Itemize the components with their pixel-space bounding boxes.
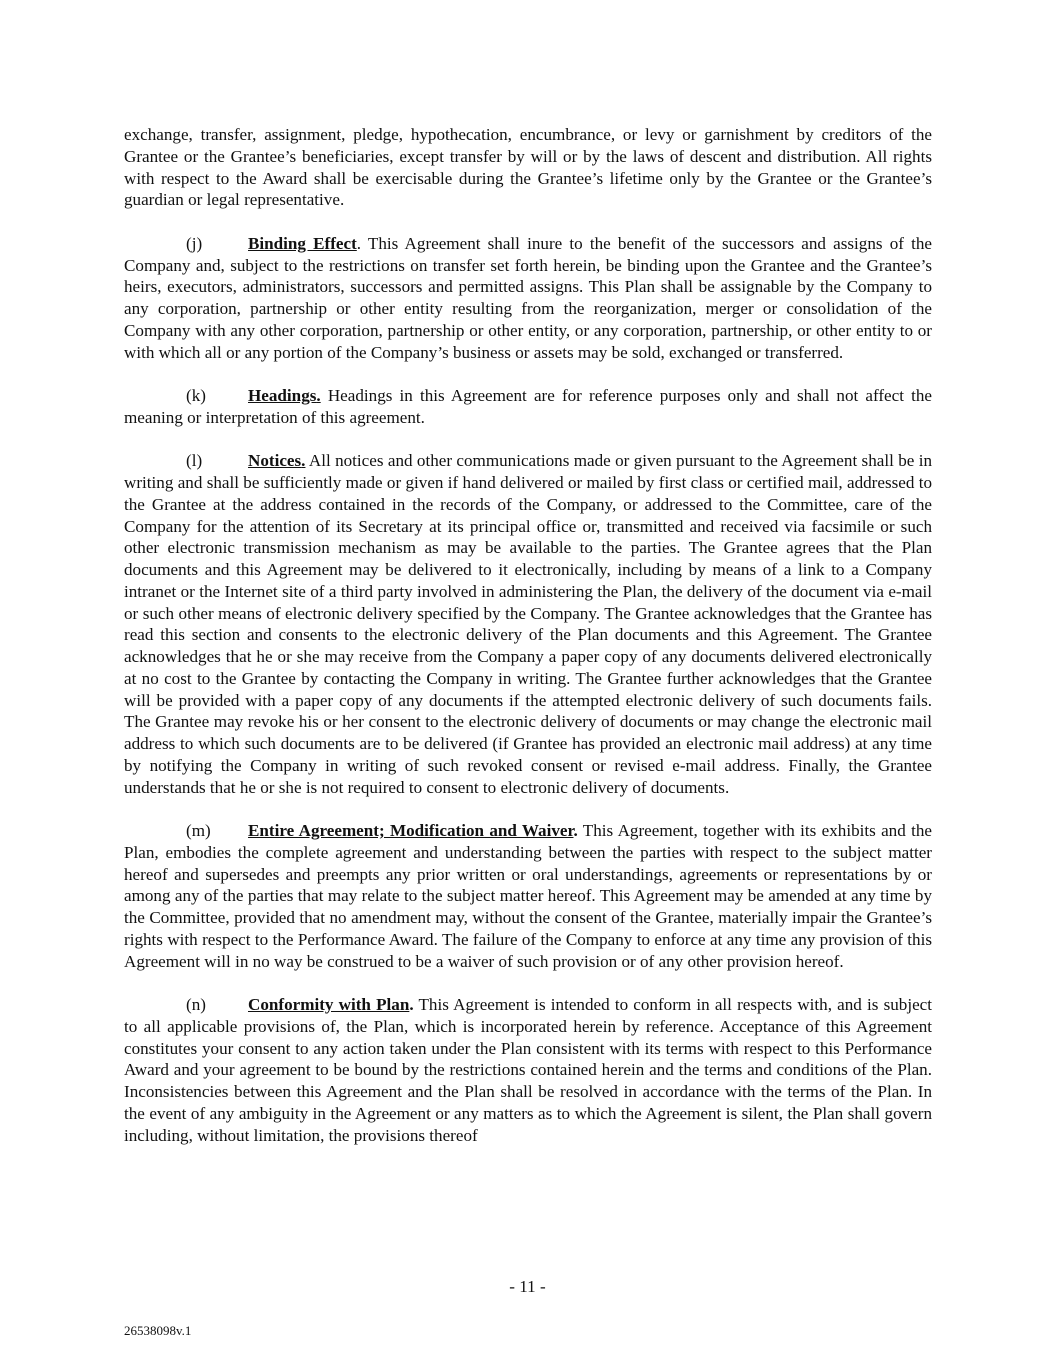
intro-paragraph: exchange, transfer, assignment, pledge, hypothecation, encumbrance, or levy or garnishment by creditors of the Grantee or the Grantee’s beneficiaries, except transfer by will or by the laws of descent and distribution. All rights with respect to the Award shall be exercisable during the Grantee’s lifetime only by the Grantee or the Grantee’s guardian or legal representative. — [124, 125, 932, 210]
document-id: 26538098v.1 — [124, 1323, 192, 1338]
section-m — [124, 820, 932, 972]
section-body: This Agreement is intended to conform in all respects with, and is subject to all applicable provisions of, the Plan, which is incorporated herein by reference. Acceptance of this Agreement constitutes your consent to any action taken under the Plan consistent with its terms with respect to this Performance Award and your agreement to be bound by the restrictions contained herein and the terms and conditions of the Plan. Inconsistencies between this Agreement and the Plan shall be resolved in accordance with the terms of the Plan. In the event of any ambiguity in the Agreement or any matters as to which the Agreement is silent, the Plan shall govern including, without limitation, the provisions thereof — [124, 995, 932, 1145]
heading-punct: . — [301, 451, 306, 471]
section-label: (m) — [186, 821, 211, 840]
heading-punct: . — [356, 233, 362, 253]
section-body: All notices and other communications made or given pursuant to the Agreement shall be in writing and shall be sufficiently made or given if hand delivered or mailed by first class or certified mail, addressed to the Grantee at the address contained in the records of the Company, or addressed to the Committee, care of the Company for the attention of its Secretary at its principal office or, transmitted and received via facsimile or such other electronic transmission mechanism as may be available to the parties. The Grantee agrees that the Plan documents and this Agreement may be delivered to it electronically, including by means of a link to a Company intranet or the Internet site of a third party involved in administering the Plan, the delivery of the document via e-mail or such other means of electronic delivery specified by the Company. The Grantee acknowledges that the Grantee has read this section and consents to the electronic delivery of the Plan documents and this Agreement. The Grantee acknowledges that he or she may receive from the Company a paper copy of any documents delivered electronically at no cost to the Grantee by contacting the Company in writing. The Grantee further acknowledges that the Grantee will be provided with a paper copy of any documents if the attempted electronic delivery of such documents fails. The Grantee may revoke his or her consent to the electronic delivery of documents or may change the electronic mail address to which such documents are to be delivered (if Grantee has provided an electronic mail address) at any time by notifying the Company in writing of such revoked consent or revised e-mail address. Finally, the Grantee understands that he or she is not required to consent to electronic delivery of documents. — [124, 451, 932, 797]
section-label: (k) — [186, 386, 206, 405]
section-heading: Entire Agreement; Modification and Waiver — [248, 821, 574, 840]
section-body: This Agreement shall inure to the benefit of the successors and assigns of the Company and, subject to the restrictions on transfer set forth herein, be binding upon the Grantee and the Grantee’s heirs, executors, administrators, successors and permitted assigns. This Plan shall be assignable by the Company to any corporation, partnership or other entity resulting from the reorganization, merger or consolidation of the Company with any other corporation, partnership or other entity, or any corporation, partnership, or other entity to or with which all or any portion of the Company’s business or assets may be sold, exchanged or transferred. — [124, 233, 932, 362]
section-n — [124, 994, 932, 1146]
section-body: This Agreement, together with its exhibits and the Plan, embodies the complete agreement and understanding between the parties with respect to the subject matter hereof and supersedes and preempts any prior written or oral understandings, agreements or representations by or among any of the parties that may relate to the subject matter hereof. This Agreement may be amended at any time by the Committee, provided that no amendment may, without the consent of the Grantee, materially impair the Grantee’s rights with respect to the Performance Award. The failure of the Company to enforce at any time any provision of this Agreement will in no way be construed to be a waiver of such provision or of any other provision hereof. — [124, 821, 932, 971]
section-body: Headings in this Agreement are for reference purposes only and shall not affect the meaning or interpretation of this agreement. — [124, 386, 932, 427]
section-heading: Headings — [248, 386, 317, 405]
section-label: (n) — [186, 995, 206, 1014]
section-heading: Notices — [248, 451, 302, 471]
section-label: (j) — [186, 233, 203, 253]
section-l — [124, 450, 932, 798]
page-number: - 11 - — [509, 1277, 546, 1296]
section-heading: Binding Effect — [248, 233, 357, 253]
heading-punct: . — [409, 995, 414, 1014]
heading-punct: . — [316, 386, 321, 405]
section-j — [124, 233, 932, 364]
section-label: (l) — [186, 451, 203, 471]
section-heading: Conformity with Plan — [248, 995, 410, 1014]
heading-punct: . — [573, 821, 578, 840]
document-page — [124, 124, 932, 1168]
section-k — [124, 385, 932, 429]
